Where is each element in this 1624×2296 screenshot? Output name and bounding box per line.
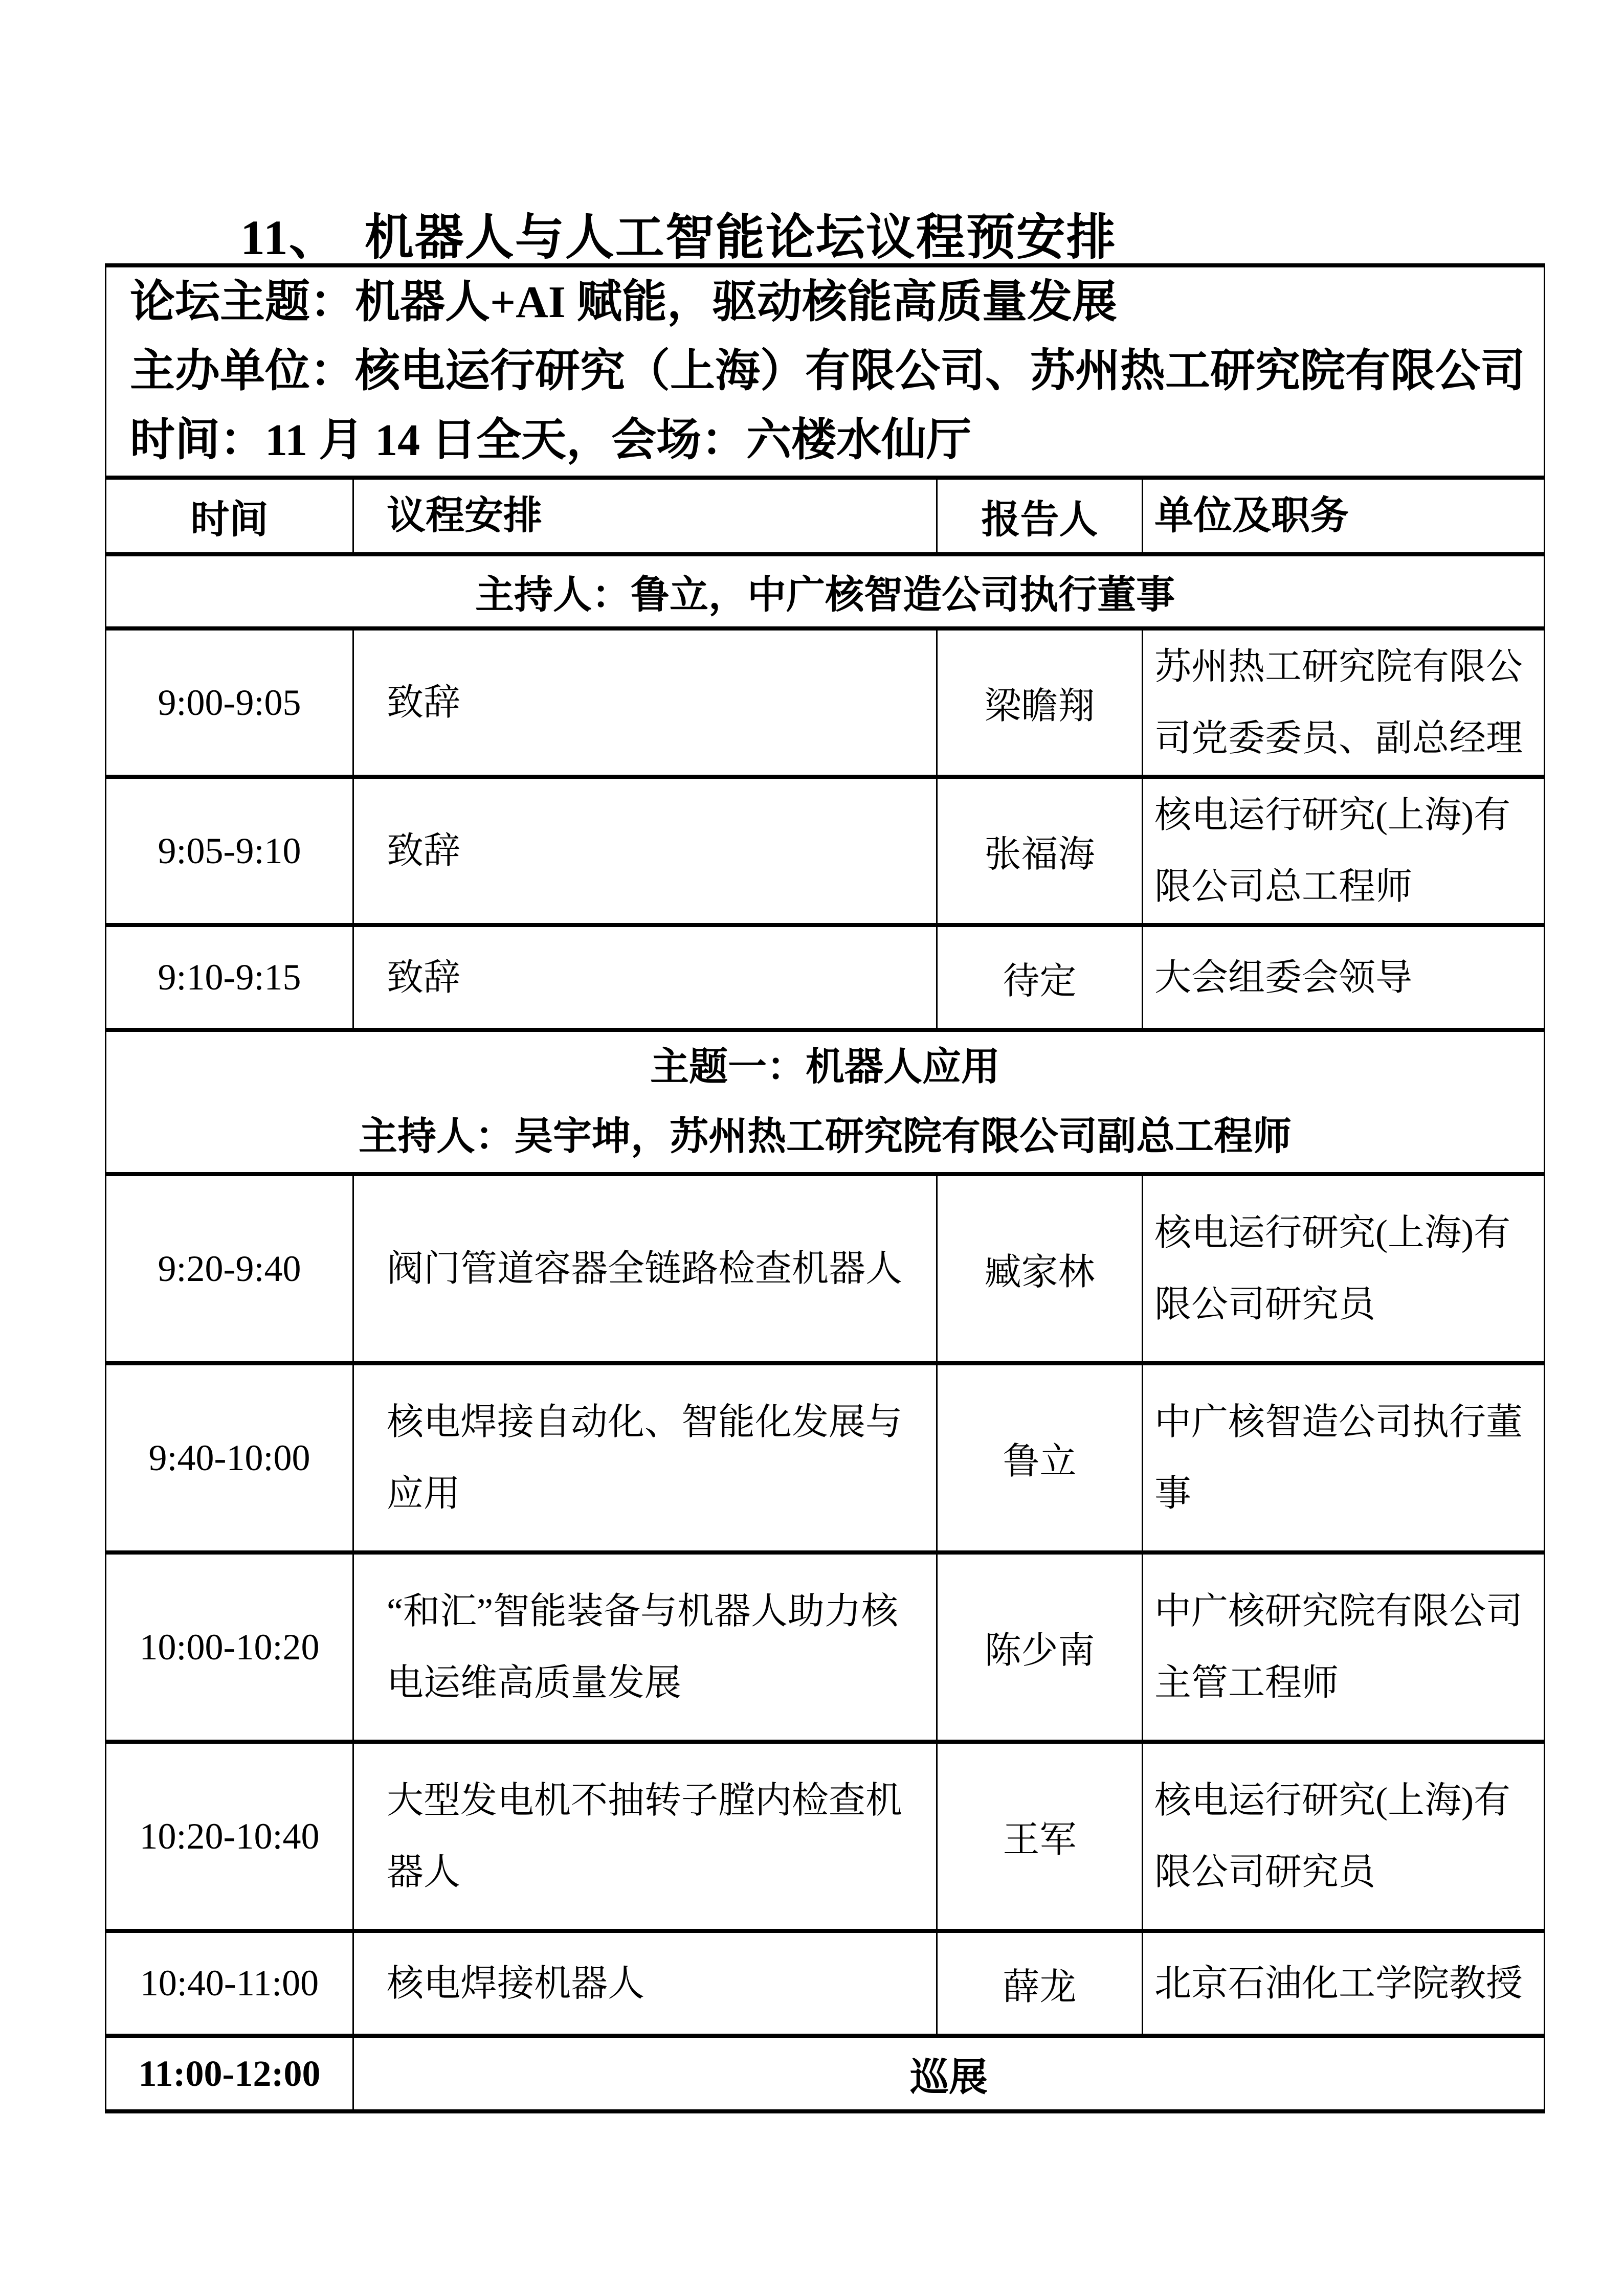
agenda-cell: 致辞 <box>353 628 937 777</box>
agenda-cell: 阀门管道容器全链路检查机器人 <box>353 1174 937 1363</box>
moderator-row <box>106 554 1545 628</box>
header-agenda: 议程安排 <box>353 478 937 554</box>
time-cell: 9:10-9:15 <box>106 925 353 1030</box>
agenda-cell: 致辞 <box>353 777 937 925</box>
tour-cell: 巡展 <box>353 2036 1545 2111</box>
forum-info-cell <box>106 265 1545 478</box>
speaker-cell: 梁瞻翔 <box>937 628 1143 777</box>
agenda-cell: 核电焊接自动化、智能化发展与应用 <box>353 1363 937 1552</box>
forum-theme: 论坛主题：机器人+AI 赋能，驱动核能高质量发展 <box>130 278 1117 327</box>
theme-title: 主题一：机器人应用 <box>650 1046 1000 1089</box>
page-title: 11、 机器人与人工智能论坛议程预安排 <box>240 210 1117 265</box>
table-row <box>106 1931 1545 2036</box>
time-cell: 11:00-12:00 <box>106 2036 353 2111</box>
theme-cell <box>106 1030 1545 1174</box>
agenda-cell: 致辞 <box>353 925 937 1030</box>
moderator-cell: 主持人：鲁立，中广核智造公司执行董事 <box>106 554 1545 628</box>
theme-moderator: 主持人：吴宇坤，苏州热工研究院有限公司副总工程师 <box>359 1115 1292 1158</box>
forum-organizer: 主办单位：核电运行研究（上海）有限公司、苏州热工研究院有限公司 <box>130 347 1526 396</box>
tour-row <box>106 2036 1545 2111</box>
affiliation-cell: 苏州热工研究院有限公司党委委员、副总经理 <box>1143 628 1545 777</box>
speaker-cell: 鲁立 <box>937 1363 1143 1552</box>
affiliation-cell: 大会组委会领导 <box>1143 925 1545 1030</box>
table-row <box>106 1552 1545 1742</box>
table-row <box>106 1363 1545 1552</box>
header-speaker: 报告人 <box>937 478 1143 554</box>
agenda-cell: 大型发电机不抽转子膛内检查机器人 <box>353 1742 937 1931</box>
info-row <box>106 265 1545 478</box>
forum-time-venue: 时间：11 月 14 日全天，会场：六楼水仙厅 <box>130 416 972 465</box>
speaker-cell: 王军 <box>937 1742 1143 1931</box>
speaker-cell: 臧家林 <box>937 1174 1143 1363</box>
affiliation-cell: 核电运行研究(上海)有限公司研究员 <box>1143 1174 1545 1363</box>
time-cell: 10:00-10:20 <box>106 1552 353 1742</box>
time-cell: 9:40-10:00 <box>106 1363 353 1552</box>
speaker-cell: 张福海 <box>937 777 1143 925</box>
table-row <box>106 628 1545 777</box>
table-row <box>106 1174 1545 1363</box>
affiliation-cell: 北京石油化工学院教授 <box>1143 1931 1545 2036</box>
theme-row <box>106 1030 1545 1174</box>
header-affiliation: 单位及职务 <box>1143 478 1545 554</box>
time-cell: 9:20-9:40 <box>106 1174 353 1363</box>
agenda-table <box>105 263 1545 2113</box>
time-cell: 10:40-11:00 <box>106 1931 353 2036</box>
time-cell: 9:05-9:10 <box>106 777 353 925</box>
header-time: 时间 <box>106 478 353 554</box>
time-cell: 10:20-10:40 <box>106 1742 353 1931</box>
table-header-row <box>106 478 1545 554</box>
speaker-cell: 薛龙 <box>937 1931 1143 2036</box>
affiliation-cell: 核电运行研究(上海)有限公司研究员 <box>1143 1742 1545 1931</box>
affiliation-cell: 中广核研究院有限公司主管工程师 <box>1143 1552 1545 1742</box>
table-row <box>106 777 1545 925</box>
time-cell: 9:00-9:05 <box>106 628 353 777</box>
affiliation-cell: 核电运行研究(上海)有限公司总工程师 <box>1143 777 1545 925</box>
agenda-cell: “和汇”智能装备与机器人助力核电运维高质量发展 <box>353 1552 937 1742</box>
table-row <box>106 925 1545 1030</box>
speaker-cell: 待定 <box>937 925 1143 1030</box>
speaker-cell: 陈少南 <box>937 1552 1143 1742</box>
table-row <box>106 1742 1545 1931</box>
agenda-cell: 核电焊接机器人 <box>353 1931 937 2036</box>
affiliation-cell: 中广核智造公司执行董事 <box>1143 1363 1545 1552</box>
